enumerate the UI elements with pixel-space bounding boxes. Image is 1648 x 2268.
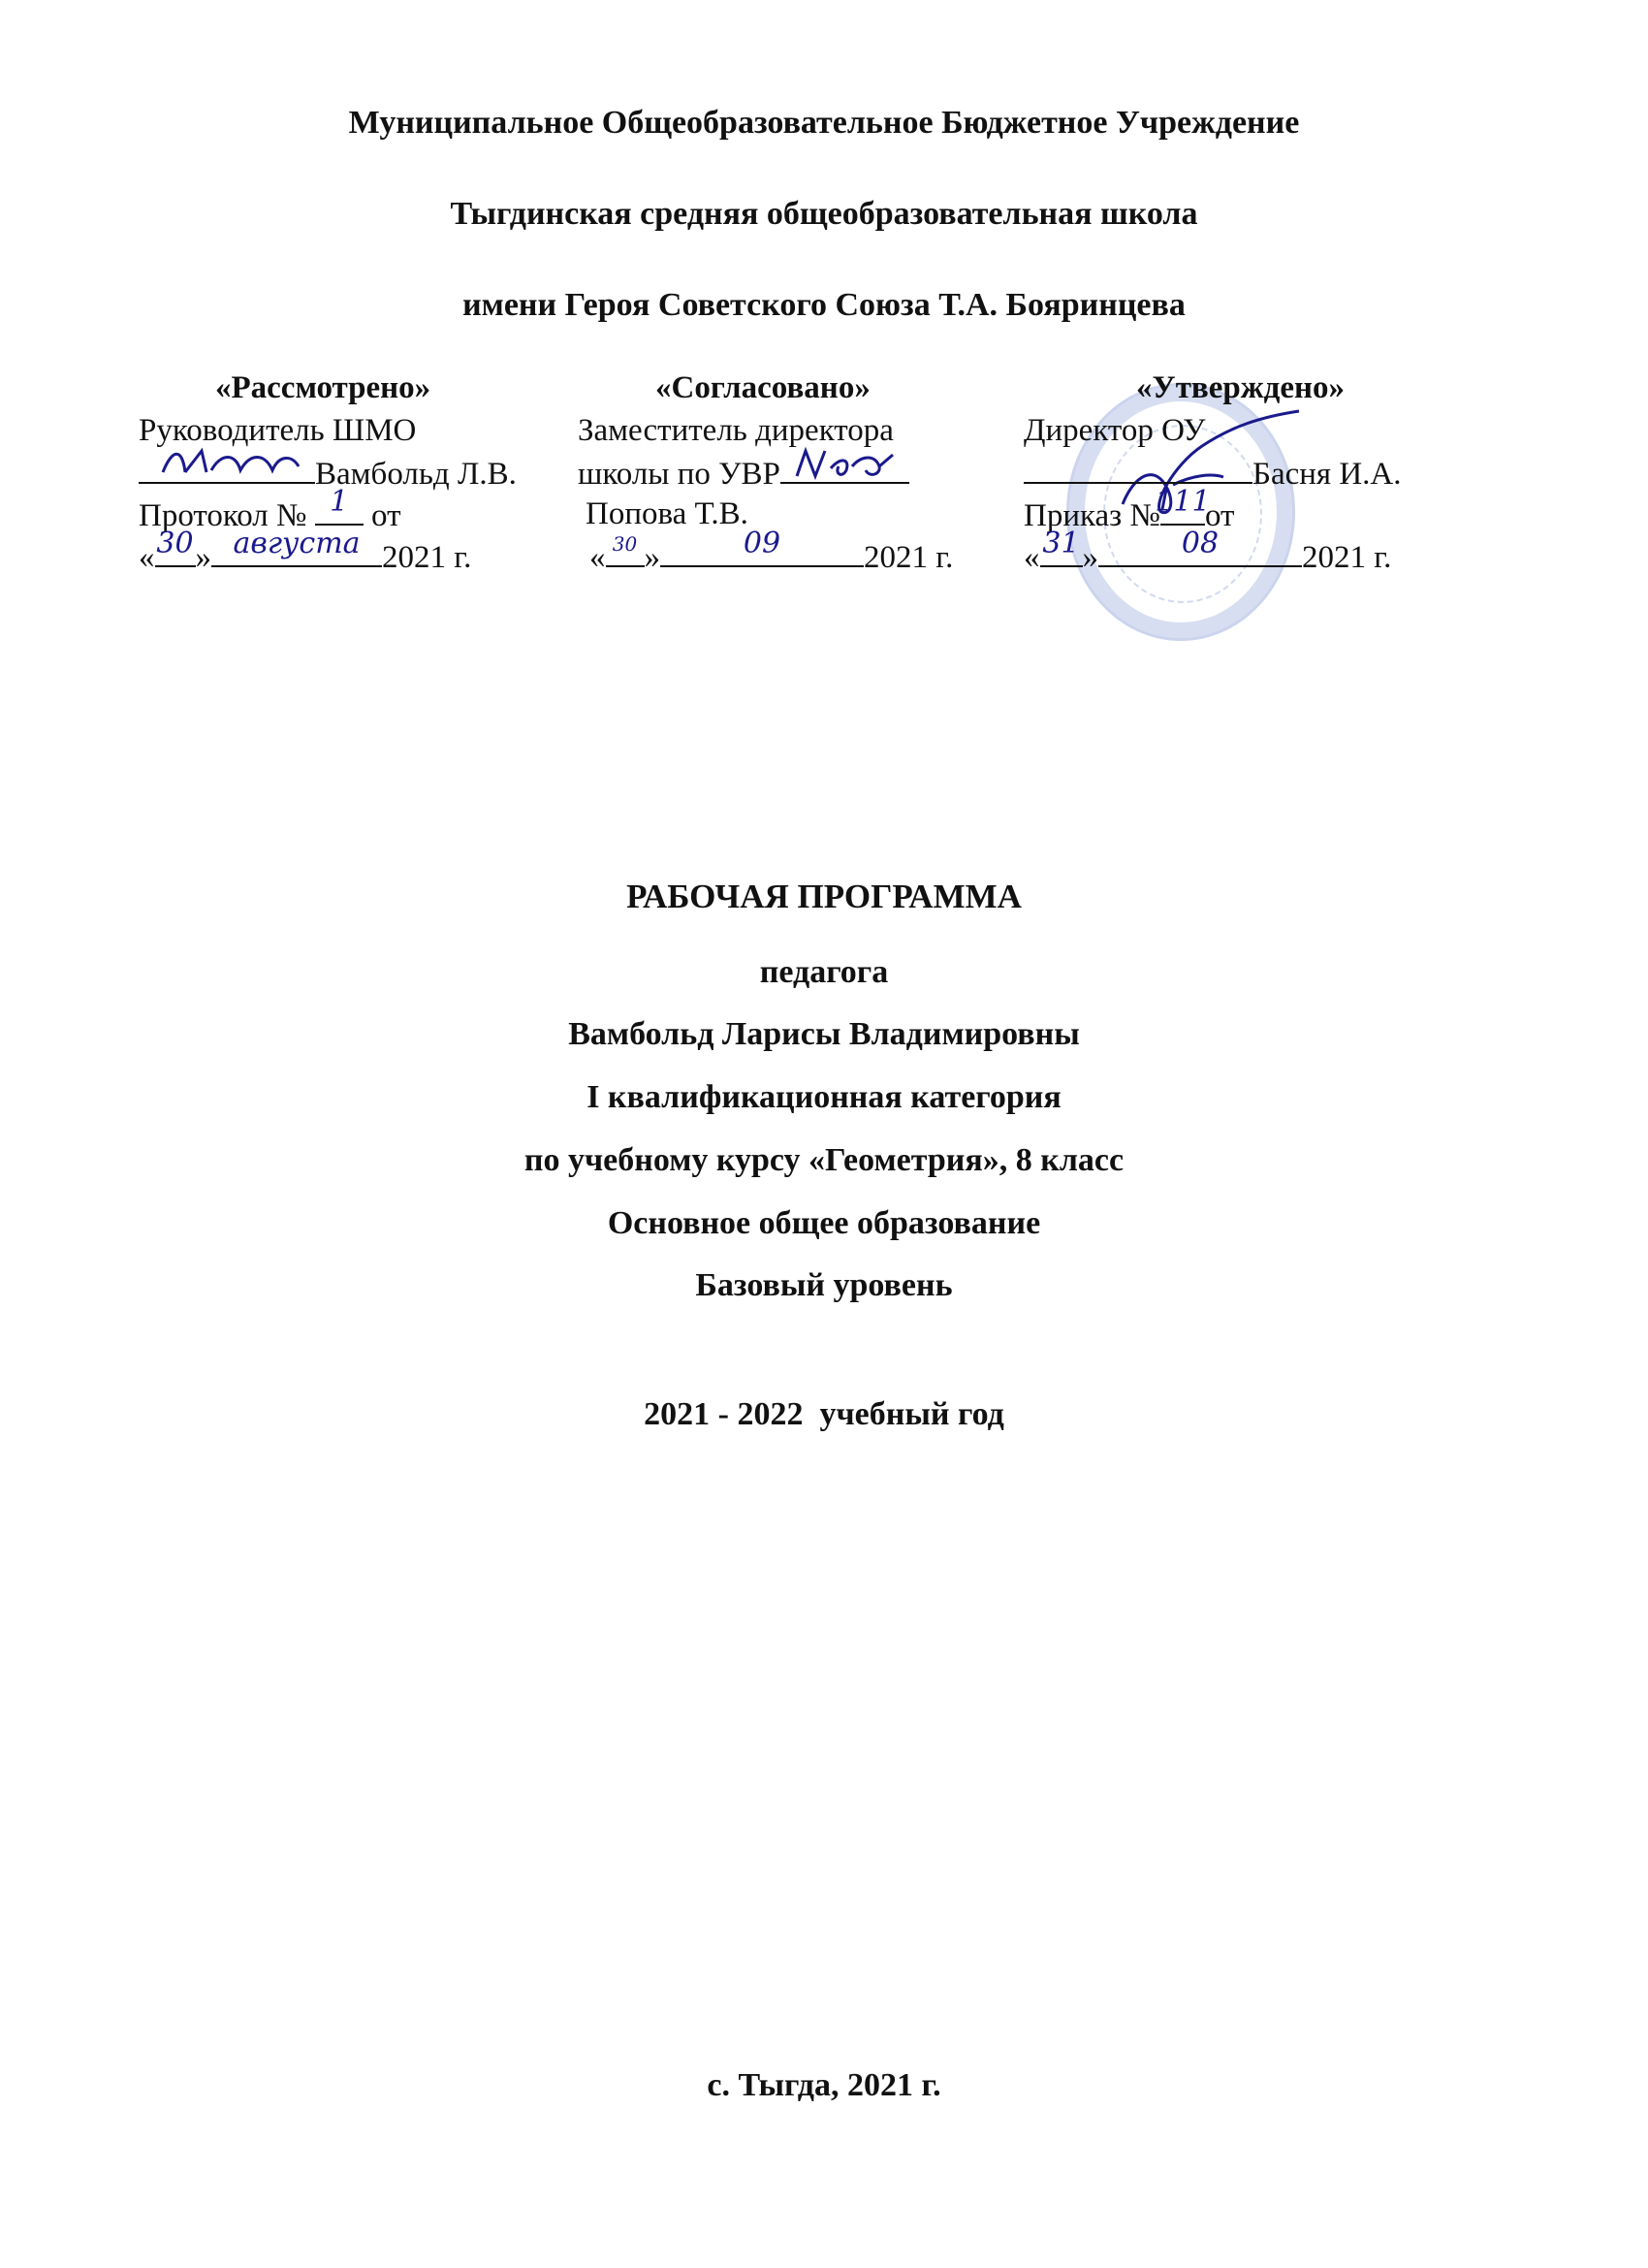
agreed-signature bbox=[792, 445, 899, 484]
teacher-name: Вамбольд Ларисы Владимировны bbox=[568, 1016, 1080, 1052]
agreed-signature-blank bbox=[780, 453, 909, 484]
reviewed-protocol-label: Протокол № bbox=[139, 498, 307, 533]
reviewed-date-year: 2021 г. bbox=[382, 540, 472, 575]
approved-date-month: 08 bbox=[1181, 527, 1220, 560]
study-level: Базовый уровень bbox=[695, 1267, 953, 1303]
reviewed-protocol-from: от bbox=[371, 498, 401, 533]
reviewed-role: Руководитель ШМО bbox=[139, 413, 417, 448]
approved-month-blank bbox=[1098, 527, 1302, 567]
reviewed-protocol-blank bbox=[315, 485, 364, 526]
agreed-day-blank bbox=[606, 532, 645, 567]
approved-order-blank bbox=[1155, 485, 1211, 526]
reviewed-signature bbox=[158, 443, 303, 482]
school-year: 2021 - 2022 учебный год bbox=[644, 1396, 1004, 1432]
qualification-category: I квалификационная категория bbox=[586, 1079, 1062, 1115]
reviewed-month-blank bbox=[211, 527, 382, 567]
agreed-role-line1: Заместитель директора bbox=[578, 413, 894, 448]
approved-date-day: 31 bbox=[1042, 527, 1080, 560]
reviewed-date-line: « 30 » августа 2021 г. bbox=[139, 527, 472, 575]
approved-day-blank bbox=[1040, 527, 1083, 567]
reviewed-signature-line bbox=[139, 453, 517, 494]
reviewed-title: «Рассмотрено» bbox=[215, 370, 431, 405]
approved-title: «Утверждено» bbox=[1136, 370, 1346, 405]
approved-date-line: « 31 » 08 2021 г. bbox=[1024, 527, 1392, 575]
approved-signature-blank bbox=[1024, 453, 1252, 484]
agreed-month-blank bbox=[660, 527, 864, 567]
approved-date-year: 2021 г. bbox=[1302, 540, 1392, 575]
approved-order-number: 111 bbox=[1155, 485, 1211, 519]
approved-order-label: Приказ № bbox=[1024, 498, 1160, 533]
school-name: Тыгдинская средняя общеобразовательная школа bbox=[450, 196, 1198, 232]
approved-order-from: от bbox=[1204, 498, 1235, 533]
approved-signature-line bbox=[1024, 453, 1402, 494]
approved-role: Директор ОУ bbox=[1024, 413, 1206, 448]
approved-name: Басня И.А. bbox=[1252, 457, 1402, 492]
course-name: по учебному курсу «Геометрия», 8 класс bbox=[523, 1142, 1125, 1178]
agreed-role-line2-row bbox=[578, 453, 909, 494]
school-honorific: имени Героя Советского Союза Т.А. Бояринцева bbox=[462, 287, 1186, 323]
program-title: РАБОЧАЯ ПРОГРАММА bbox=[626, 878, 1022, 915]
agreed-date-line: « 30 » 09 2021 г. bbox=[589, 527, 954, 575]
place-and-year: с. Тыгда, 2021 г. bbox=[707, 2067, 941, 2103]
agreed-title: «Согласовано» bbox=[655, 370, 871, 405]
education-level: Основное общее образование bbox=[607, 1205, 1041, 1241]
agreed-date-day: 30 bbox=[612, 532, 638, 556]
reviewed-date-month: августа bbox=[233, 527, 361, 560]
reviewed-day-blank bbox=[155, 527, 196, 567]
agreed-date-year: 2021 г. bbox=[864, 540, 954, 575]
agreed-name: Попова Т.В. bbox=[586, 496, 748, 531]
institution-name: Муниципальное Общеобразовательное Бюджетное Учреждение bbox=[348, 105, 1300, 141]
reviewed-protocol-number: 1 bbox=[330, 485, 349, 519]
pedagogue-label: педагога bbox=[759, 954, 889, 990]
agreed-role-line2: школы по УВР bbox=[578, 457, 780, 492]
reviewed-date-day: 30 bbox=[156, 527, 194, 560]
reviewed-signature-blank bbox=[139, 453, 315, 484]
agreed-date-month: 09 bbox=[743, 527, 781, 560]
reviewed-name: Вамбольд Л.В. bbox=[315, 457, 517, 492]
